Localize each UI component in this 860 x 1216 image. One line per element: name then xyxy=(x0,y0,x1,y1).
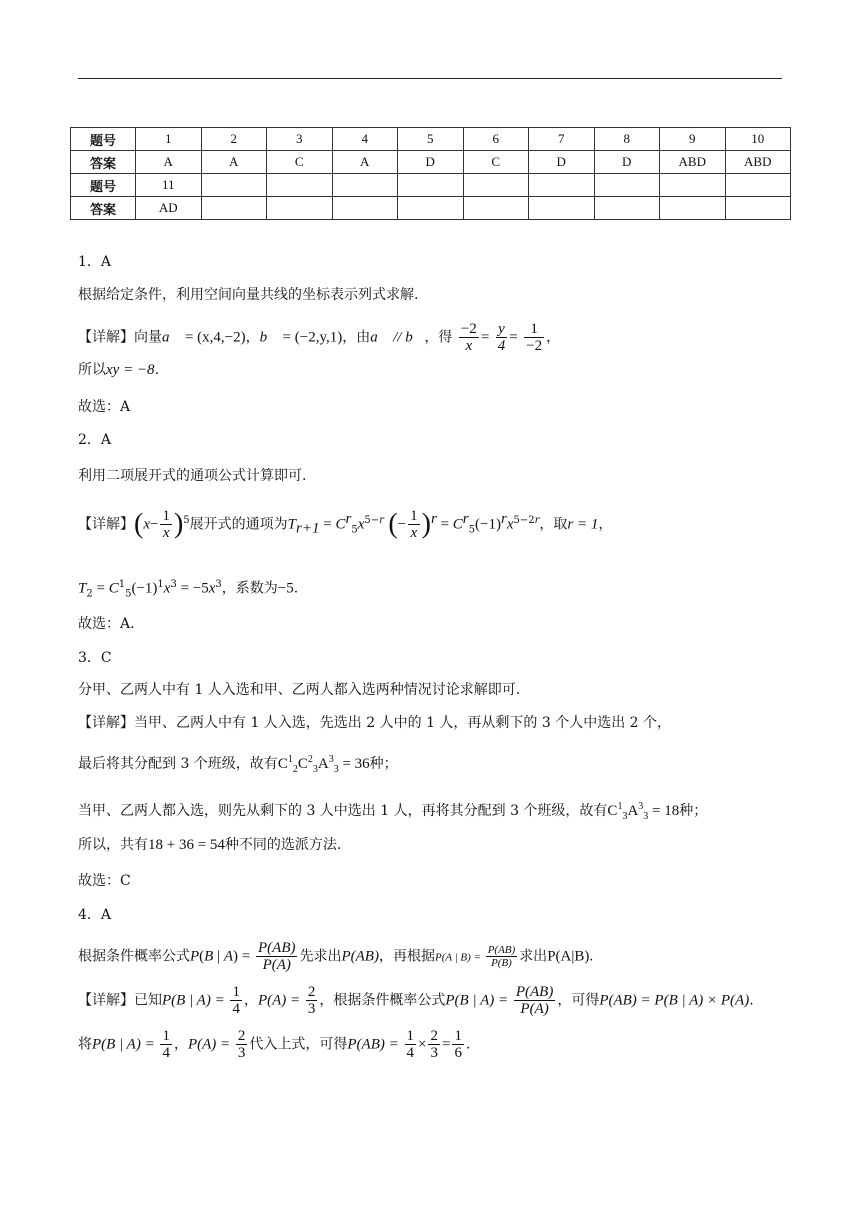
text: 所以，共有 xyxy=(78,837,148,853)
text: 种； xyxy=(679,803,708,819)
table-cell xyxy=(594,197,660,220)
q4-heading: 4．A xyxy=(78,907,112,923)
q2-line2: $T_2 = C^1_5(-1)^1x^3 = -5x^3$，系数为−5. xyxy=(78,579,299,600)
q1-analysis: 根据给定条件，利用空间向量共线的坐标表示列式求解. xyxy=(78,287,419,303)
q1-conclusion: 所以xy = −8. xyxy=(78,362,160,378)
q3-heading: 3．C xyxy=(78,650,112,666)
table-cell xyxy=(463,174,529,197)
table-cell xyxy=(594,174,660,197)
text: 先求出 xyxy=(299,948,342,965)
math-expr: 18 + 36 = 54 xyxy=(148,837,225,853)
q3-final: 故选：C xyxy=(78,873,131,889)
fraction: $\frac{1}{6}$ xyxy=(454,1028,462,1061)
table-cell xyxy=(398,197,464,220)
vec-a: (x,4,−2) xyxy=(197,329,246,346)
text: 根据条件概率公式 xyxy=(78,948,190,965)
detail-text: ，取 xyxy=(539,516,568,533)
table-cell xyxy=(201,174,267,197)
table-cell xyxy=(529,197,595,220)
fraction: $\frac{P(AB)}{P(A)}$ xyxy=(258,940,296,973)
table-cell xyxy=(529,174,595,197)
table-cell: 1 xyxy=(136,128,202,151)
detail-text: 向量 xyxy=(134,329,162,346)
detail-text: 展开式的通项为 xyxy=(189,516,288,533)
coefficient: −5 xyxy=(277,580,294,597)
table-cell xyxy=(332,197,398,220)
text: 种； xyxy=(369,756,398,772)
q3-detail-line1 xyxy=(78,713,671,733)
row-label: 题号 xyxy=(71,174,136,197)
text: 所以 xyxy=(78,362,106,378)
table-cell: 8 xyxy=(594,128,660,151)
table-row xyxy=(71,197,791,220)
table-cell: 11 xyxy=(136,174,202,197)
text: 种不同的选派方法. xyxy=(224,837,342,853)
math-expr: r = 1 xyxy=(567,516,599,533)
fraction: $\frac{1}{4}$ xyxy=(232,984,240,1017)
table-cell: 10 xyxy=(725,128,791,151)
detail-tag: 【详解】 xyxy=(78,715,134,731)
table-cell xyxy=(660,174,726,197)
table-cell: 9 xyxy=(660,128,726,151)
fraction: $\frac{1}{x}$ xyxy=(410,508,418,541)
row-label: 答案 xyxy=(71,197,136,220)
text: 代入上式，可得 xyxy=(249,1036,348,1053)
row-label: 答案 xyxy=(71,151,136,174)
detail-tag: 【详解】 xyxy=(78,516,134,533)
fraction: $\frac{1}{4}$ xyxy=(162,1028,170,1061)
detail-tag: 【详解】 xyxy=(78,329,134,346)
q2-final: 故选：A. xyxy=(78,616,135,632)
fraction: $\frac{P(AB)}{P(A)}$ xyxy=(515,984,554,1017)
table-cell: D xyxy=(529,151,595,174)
table-cell xyxy=(332,174,398,197)
fraction: $\frac{P(AB)}{P(B)}$ xyxy=(487,944,516,969)
table-cell xyxy=(725,174,791,197)
fraction: $\frac{y}{4}$ xyxy=(497,321,506,354)
math-expr: = 36 xyxy=(342,756,370,772)
text: ，系数为 xyxy=(221,580,278,597)
table-cell: A xyxy=(201,151,267,174)
detail-tag: 【详解】 xyxy=(78,992,134,1009)
fraction: $\frac{1}{-2}$ xyxy=(526,321,543,354)
fraction: $\frac{-2}{x}$ xyxy=(460,321,477,354)
q1-final: 故选：A xyxy=(78,399,131,415)
q2-detail: 【详解】(x− $\frac{1}{x}$ )$^5$展开式的通项为$T_{r+1} = C^r_5x^{5-r}$ (− $\frac{1}{x}$ )$^r = C^r_5(-1)^rx^{5-2r}$，取r = 1， xyxy=(78,508,613,541)
table-cell: C xyxy=(267,151,333,174)
text: 当甲、乙两人中有 1 人入选，先选出 2 人中的 1 人，再从剩下的 3 个人中选出 2 个， xyxy=(134,715,672,731)
text: 将 xyxy=(78,1036,92,1053)
table-cell: 3 xyxy=(267,128,333,151)
q3-line2: 最后将其分配到 3 个班级，故有$C^1_2C^2_3A^3_3 = 36$种； xyxy=(78,754,398,775)
q2-heading: 2．A xyxy=(78,432,112,448)
q4-analysis: 根据条件概率公式P(B | A) = $\frac{P(AB)}{P(A)}$ 先求出P(AB)，再根据P(A | B) = $\frac{P(AB)}{P(B)}$ 求出P(A|B). xyxy=(78,940,594,973)
table-cell xyxy=(267,197,333,220)
table-cell: 2 xyxy=(201,128,267,151)
table-cell: 7 xyxy=(529,128,595,151)
table-cell: C xyxy=(463,151,529,174)
table-row xyxy=(71,128,791,151)
fraction: $\frac{2}{3}$ xyxy=(430,1028,438,1061)
fraction: $\frac{1}{x}$ xyxy=(162,508,170,541)
text: ，可得 xyxy=(557,992,600,1009)
math-expr: P(A|B). xyxy=(547,948,594,965)
answer-table xyxy=(70,127,791,220)
table-cell xyxy=(398,174,464,197)
table-cell: 6 xyxy=(463,128,529,151)
table-cell: 5 xyxy=(398,128,464,151)
text: 求出 xyxy=(519,948,548,965)
text: 当甲、乙两人都入选，则先从剩下的 3 人中选出 1 人，再将其分配到 3 个班级，故有 xyxy=(78,803,608,819)
table-cell: AD xyxy=(136,197,202,220)
q4-detail: 【详解】已知P(B | A) = $\frac{1}{4}$ ，P(A) = $\frac{2}{3}$ ，根据条件概率公式P(B | A) = $\frac{P(AB)}{P(A)}$ ，可得P(AB) = P(B | A) × P(A). xyxy=(78,984,754,1017)
detail-text: ，得 xyxy=(424,329,453,346)
text: ，再根据 xyxy=(378,948,435,965)
q3-analysis: 分甲、乙两人中有 1 人入选和甲、乙两人都入选两种情况讨论求解即可. xyxy=(78,682,521,698)
table-cell xyxy=(267,174,333,197)
detail-text: ，由 xyxy=(342,329,371,346)
math-expr: xy = −8 xyxy=(106,362,155,378)
table-cell: A xyxy=(332,151,398,174)
table-row xyxy=(71,174,791,197)
table-cell xyxy=(725,197,791,220)
table-cell: D xyxy=(398,151,464,174)
table-cell: ABD xyxy=(725,151,791,174)
q1-heading: 1．A xyxy=(78,254,112,270)
q2-analysis: 利用二项展开式的通项公式计算即可. xyxy=(78,468,307,484)
fraction: $\frac{1}{4}$ xyxy=(406,1028,414,1061)
table-cell: 4 xyxy=(332,128,398,151)
table-cell: D xyxy=(594,151,660,174)
fraction: $\frac{2}{3}$ xyxy=(237,1028,246,1061)
table-cell: A xyxy=(136,151,202,174)
q4-line2: 将P(B | A) = $\frac{1}{4}$ ，P(A) = $\frac{2}{3}$ 代入上式，可得P(AB) = $\frac{1}{4}$ × $\frac{2}{3}$ = $\frac{1}{6}$ . xyxy=(78,1028,471,1061)
q1-detail: 【详解】向量a⃗ = (x,4,−2)，b⃗ = (−2,y,1)，由a⃗ // b⃗，得 $\frac{-2}{x}$ = $\frac{y}{4}$ = $\frac{1}{-2}$ ， xyxy=(78,321,561,354)
text: 最后将其分配到 3 个班级，故有 xyxy=(78,756,278,772)
table-cell xyxy=(201,197,267,220)
vec-b: (−2,y,1) xyxy=(294,329,343,346)
q3-line3: 当甲、乙两人都入选，则先从剩下的 3 人中选出 1 人，再将其分配到 3 个班级，故有$C^1_3A^3_3 = 18$种； xyxy=(78,801,708,822)
table-cell xyxy=(660,197,726,220)
table-row xyxy=(71,151,791,174)
row-label: 题号 xyxy=(71,128,136,151)
table-cell: ABD xyxy=(660,151,726,174)
math-expr: = 18 xyxy=(652,803,680,819)
text: 已知 xyxy=(134,992,162,1009)
fraction: $\frac{2}{3}$ xyxy=(307,984,316,1017)
q3-line4 xyxy=(78,835,341,855)
text: ，根据条件概率公式 xyxy=(319,992,446,1009)
table-cell xyxy=(463,197,529,220)
header-rule xyxy=(78,78,782,79)
